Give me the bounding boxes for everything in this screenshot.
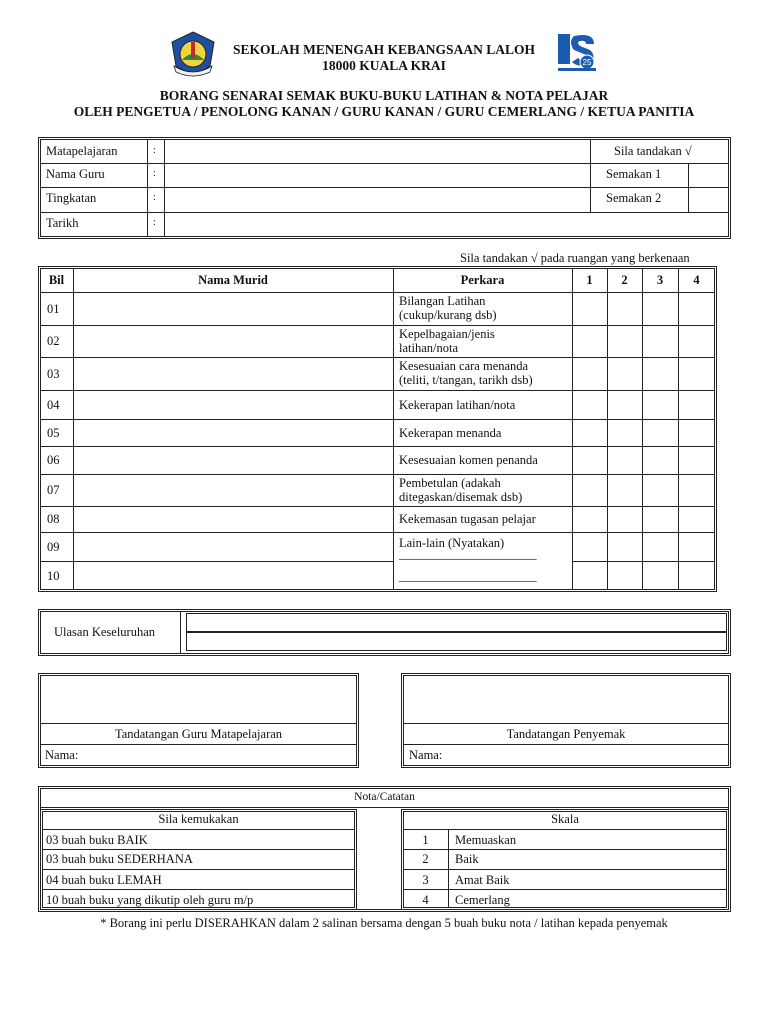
ulasan-line-2[interactable] [186, 632, 727, 651]
row-bil: 03 [47, 366, 60, 381]
skala-num: 1 [422, 833, 429, 847]
signature-penyemak-nama[interactable]: Nama: [409, 748, 443, 762]
lain-lain-line[interactable]: ______________________ [399, 547, 537, 561]
colon: : [153, 168, 156, 179]
header-scale-1: 1 [586, 273, 593, 287]
check-header: Sila tandakan √ [614, 144, 692, 158]
header-nama-murid: Nama Murid [198, 273, 268, 287]
scale-checkbox-4[interactable] [679, 391, 714, 418]
skala-label: Memuaskan [455, 833, 517, 847]
signature-guru-nama[interactable]: Nama: [45, 748, 79, 762]
scale-checkbox-3[interactable] [643, 475, 677, 505]
scale-checkbox-4[interactable] [679, 475, 714, 505]
perkara-text: latihan/nota [399, 341, 459, 355]
scale-checkbox-2[interactable] [608, 475, 641, 505]
perkara-text: Kekerapan latihan/nota [399, 397, 516, 412]
header-scale-3: 3 [656, 273, 664, 287]
scale-checkbox-4[interactable] [679, 420, 714, 445]
row-bil: 08 [47, 512, 60, 526]
colon: : [153, 192, 156, 203]
scale-checkbox-3[interactable] [643, 562, 677, 589]
nama-murid-field[interactable] [74, 447, 392, 473]
scale-checkbox-1[interactable] [573, 475, 606, 505]
scale-checkbox-4[interactable] [679, 358, 714, 389]
perkara-text: Kepelbagaian/jenis [399, 327, 495, 341]
perkara-text: (cukup/kurang dsb) [399, 308, 497, 322]
perkara-text: Lain-lain (Nyatakan) [399, 536, 505, 550]
signature-guru-box [38, 673, 359, 768]
scale-checkbox-3[interactable] [643, 420, 677, 445]
label-tingkatan: Tingkatan [46, 191, 97, 205]
row-bil: 06 [47, 453, 60, 467]
semakan-1-checkbox[interactable] [689, 164, 728, 187]
scale-checkbox-2[interactable] [608, 533, 641, 560]
perkara-text: Pembetulan (adakah [399, 476, 501, 490]
perkara-text: (teliti, t/tangan, tarikh dsb) [399, 373, 533, 387]
scale-checkbox-2[interactable] [608, 391, 641, 418]
matapelajaran-field[interactable] [166, 140, 589, 162]
kemukakan-item: 03 buah buku SEDERHANA [46, 852, 193, 866]
scale-checkbox-1[interactable] [573, 358, 606, 389]
header-bil: Bil [48, 273, 65, 287]
school-address: 18000 KUALA KRAI [322, 58, 446, 73]
colon: : [153, 217, 156, 228]
nama-murid-field[interactable] [74, 358, 392, 389]
nota-title: Nota/Catatan [354, 791, 415, 803]
header-scale-4: 4 [693, 273, 700, 287]
row-bil: 07 [47, 483, 60, 497]
scale-checkbox-1[interactable] [573, 447, 606, 473]
logo-number: 25 [582, 58, 592, 67]
colon: : [153, 145, 156, 156]
skala-label: Cemerlang [455, 893, 510, 907]
label-tarikh: Tarikh [46, 216, 79, 230]
row-bil: 05 [47, 425, 60, 440]
nama-murid-field[interactable] [74, 420, 392, 445]
nama-murid-field[interactable] [74, 475, 392, 505]
semakan-1-label: Semakan 1 [606, 167, 662, 181]
skala-num: 2 [422, 852, 429, 866]
perkara-text: Kekerapan menanda [399, 425, 502, 440]
header-perkara: Perkara [460, 273, 505, 287]
scale-checkbox-4[interactable] [679, 326, 714, 356]
scale-checkbox-3[interactable] [643, 447, 677, 473]
scale-checkbox-3[interactable] [643, 293, 677, 324]
footer-note: * Borang ini perlu DISERAHKAN dalam 2 salinan bersama dengan 5 buah buku nota / latihan kepada penyemak [100, 916, 668, 930]
ulasan-line-1[interactable] [186, 613, 727, 632]
perkara-text: ditegaskan/disemak dsb) [399, 490, 523, 504]
scale-checkbox-2[interactable] [608, 507, 641, 531]
scale-checkbox-4[interactable] [679, 293, 714, 324]
kemukakan-item: 10 buah buku yang dikutip oleh guru m/p [46, 893, 254, 907]
scale-checkbox-2[interactable] [608, 293, 641, 324]
scale-checkbox-1[interactable] [573, 326, 606, 356]
signature-penyemak-label: Tandatangan Penyemak [506, 727, 626, 741]
scale-checkbox-4[interactable] [679, 533, 714, 560]
perkara-text: Kesesuaian cara menanda [399, 359, 529, 373]
row-bil: 09 [47, 539, 60, 554]
scale-checkbox-2[interactable] [608, 358, 641, 389]
header-scale-2: 2 [621, 273, 628, 287]
instruction-text: Sila tandakan √ pada ruangan yang berkenaan [460, 251, 690, 265]
scale-checkbox-3[interactable] [643, 326, 677, 356]
row-bil: 10 [47, 568, 60, 583]
perkara-text: Kekemasan tugasan pelajar [399, 512, 536, 526]
label-matapelajaran: Matapelajaran [46, 144, 118, 158]
nama-murid-field[interactable] [74, 293, 392, 324]
scale-checkbox-2[interactable] [608, 326, 641, 356]
nama-murid-field[interactable] [74, 326, 392, 356]
perkara-text: Bilangan Latihan [399, 294, 486, 308]
scale-checkbox-1[interactable] [573, 507, 606, 531]
nama-murid-field[interactable] [74, 562, 392, 589]
ulasan-label: Ulasan Keseluruhan [54, 625, 156, 639]
perkara-text: Kesesuaian komen penanda [399, 453, 538, 467]
nama-guru-field[interactable] [166, 164, 589, 186]
form-subtitle: OLEH PENGETUA / PENOLONG KANAN / GURU KANAN / GURU CEMERLANG / KETUA PANITIA [73, 104, 695, 119]
skala-num: 4 [422, 893, 429, 907]
skala-header: Skala [551, 812, 579, 826]
skala-label: Baik [455, 852, 479, 866]
row-bil: 04 [47, 397, 60, 412]
kemukakan-item: 03 buah buku BAIK [46, 833, 148, 847]
scale-checkbox-2[interactable] [608, 562, 641, 589]
scale-checkbox-4[interactable] [679, 562, 714, 589]
scale-checkbox-1[interactable] [573, 420, 606, 445]
semakan-2-label: Semakan 2 [606, 191, 662, 205]
tingkatan-field[interactable] [166, 188, 589, 211]
skala-num: 3 [422, 873, 429, 887]
lain-lain-line[interactable]: ______________________ [399, 569, 537, 583]
scale-checkbox-4[interactable] [679, 447, 714, 473]
kemukakan-item: 04 buah buku LEMAH [46, 873, 162, 887]
row-bil: 01 [47, 301, 60, 316]
signature-guru-label: Tandatangan Guru Matapelajaran [114, 727, 283, 741]
scale-checkbox-2[interactable] [608, 447, 641, 473]
nama-murid-field[interactable] [74, 507, 392, 531]
scale-checkbox-4[interactable] [679, 507, 714, 531]
scale-checkbox-1[interactable] [573, 391, 606, 418]
signature-penyemak-box [401, 673, 731, 768]
scale-checkbox-3[interactable] [643, 391, 677, 418]
scale-checkbox-3[interactable] [643, 533, 677, 560]
row-bil: 02 [47, 334, 60, 348]
tarikh-field[interactable] [166, 213, 728, 236]
form-title: BORANG SENARAI SEMAK BUKU-BUKU LATIHAN & NOTA PELAJAR [159, 88, 609, 103]
scale-checkbox-2[interactable] [608, 420, 641, 445]
school-name: SEKOLAH MENENGAH KEBANGSAAN LALOH [233, 42, 535, 57]
label-nama-guru: Nama Guru [46, 167, 105, 181]
scale-checkbox-3[interactable] [643, 358, 677, 389]
semakan-2-checkbox[interactable] [689, 188, 728, 212]
sila-kemukakan-header: Sila kemukakan [158, 812, 239, 826]
scale-checkbox-3[interactable] [643, 507, 677, 531]
scale-checkbox-1[interactable] [573, 293, 606, 324]
nama-murid-field[interactable] [74, 533, 392, 560]
nama-murid-field[interactable] [74, 391, 392, 418]
skala-label: Amat Baik [455, 873, 510, 887]
